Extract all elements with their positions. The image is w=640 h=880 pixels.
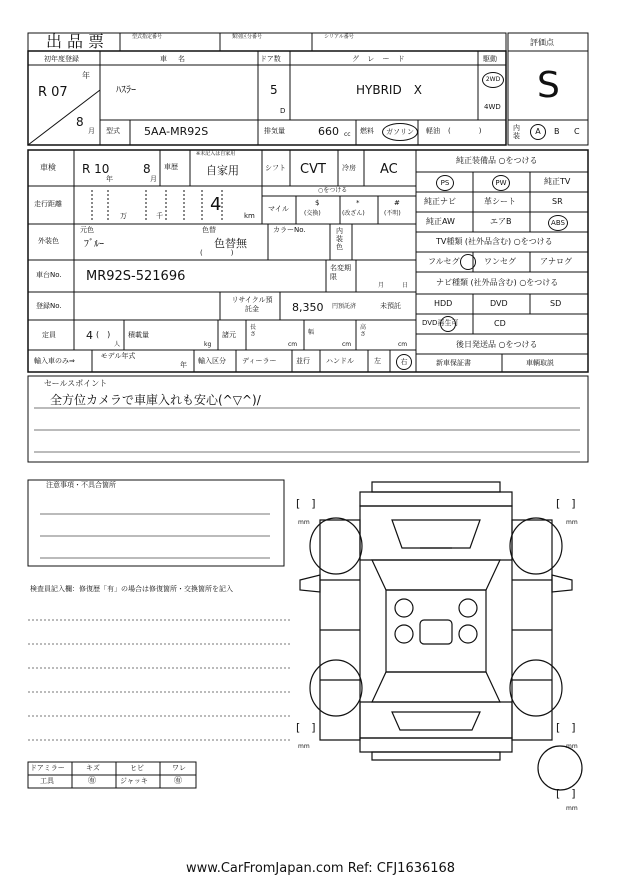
name-change-day: 日 <box>402 282 409 289</box>
model-type: 5AA-MR92S <box>144 125 209 138</box>
exchange-sym: $ <box>315 199 320 207</box>
docs-warranty: 新車保証書 <box>436 359 471 367</box>
model-year-unit: 年 <box>180 361 187 369</box>
capacity-unit: 人 <box>114 341 121 348</box>
exchange-label: (交換) <box>304 210 321 217</box>
legend-scratch: キズ <box>86 764 100 772</box>
displacement: 660 <box>318 125 339 138</box>
dimensions-label: 諸元 <box>222 331 236 339</box>
equip-tv: 純正TV <box>544 177 571 186</box>
handle-left: 左 <box>374 357 381 365</box>
docs-header: 後日発送品 ○をつける <box>456 340 538 349</box>
chassis-value: MR92S-521696 <box>86 269 186 284</box>
sales-text: 全方位カメラで車庫入れも安心(^▽^)/ <box>50 393 261 407</box>
legend-break: ワレ <box>172 764 186 772</box>
sen-unit: 千 <box>156 212 163 220</box>
import-label: 輸入車のみ⇒ <box>34 357 75 365</box>
width-unit: cm <box>342 341 352 348</box>
mile-label: マイル <box>268 205 289 213</box>
capacity-paren: ( ) <box>96 330 111 339</box>
color-label: 外装色 <box>38 237 59 245</box>
name-change-label: 名変期限 <box>330 264 351 281</box>
interior-label: 内装 <box>513 124 520 140</box>
equip-aw: 純正AW <box>426 217 455 226</box>
handle-right-circled: 右 <box>396 354 412 370</box>
equip-abs-circled: ABS <box>548 215 568 231</box>
unknown-label: (不明) <box>384 210 401 217</box>
displacement-label: 排気量 <box>264 127 285 135</box>
tire-bracket-fr: [ ] <box>556 497 576 510</box>
equipment-header: 純正装備品 ○をつける <box>456 156 538 165</box>
notes-label: 注意事項・不具合箇所 <box>46 481 116 489</box>
shaken-year: R 10 <box>82 162 110 176</box>
width-label: 幅 <box>308 329 315 336</box>
registration-label: 登録No. <box>36 302 62 310</box>
history-value: 自家用 <box>206 164 239 177</box>
shift-value: CVT <box>300 162 326 177</box>
paint-label: 色替 <box>202 226 216 234</box>
mileage-label: 走行距離 <box>34 200 62 208</box>
doors-label: ドア数 <box>260 55 281 63</box>
shaken-month: 8 <box>143 162 151 176</box>
car-diagram <box>300 482 582 790</box>
car-name: ﾊｽﾗｰ <box>116 85 136 96</box>
sales-label: セールスポイント <box>44 379 108 388</box>
equip-leather: 革シート <box>484 197 516 206</box>
navi-header: ナビ種類 (社外品含む) ○をつける <box>436 278 559 287</box>
doors-suffix: D <box>280 107 286 115</box>
shaken-month-unit: 月 <box>150 175 157 183</box>
recycle-label: リサイクル預託金 <box>231 296 273 313</box>
length-unit: cm <box>288 341 298 348</box>
legend-tools-yes: ㊒ <box>88 776 96 785</box>
score-value: S <box>537 65 560 106</box>
altered-label: (改ざん) <box>342 210 365 217</box>
paint-value: 色替無 <box>214 237 247 250</box>
doors-value: 5 <box>270 83 278 97</box>
altered-sym: * <box>356 199 360 207</box>
car-name-label: 車 名 <box>160 55 187 63</box>
tv-oneseg: ワンセグ <box>484 257 516 266</box>
interior-a-circled: A <box>530 124 546 140</box>
capacity-value: 4 <box>86 329 93 342</box>
fuel-label: 燃料 <box>360 127 374 135</box>
navi-sd: SD <box>550 299 562 308</box>
first-reg-label: 初年度登録 <box>44 55 79 63</box>
legend-jack: ジャッキ <box>120 777 148 785</box>
footer-ref: www.CarFromJapan.com Ref: CFJ1636168 <box>186 861 456 876</box>
navi-dvd-play-circle <box>440 316 456 332</box>
serial-label: シリアル番号 <box>324 34 354 40</box>
docs-manual: 車輌取説 <box>526 359 554 367</box>
recycle-value: 8,350 <box>292 301 324 314</box>
tire-bracket-rl: [ ] <box>296 721 316 734</box>
grade-label: グ レ ー ド <box>352 55 408 63</box>
score-label: 評価点 <box>530 38 554 47</box>
equip-sr: SR <box>552 197 563 206</box>
drive-4wd: 4WD <box>484 103 501 111</box>
equip-airbag: エアB <box>490 217 512 226</box>
tv-analog: アナログ <box>540 257 572 266</box>
cc-unit: cc <box>344 131 351 138</box>
drive-label: 駆動 <box>483 55 497 63</box>
km-unit: km <box>244 212 255 220</box>
navi-dvd-play: DVD再生可 <box>422 319 459 327</box>
shaken-year-unit: 年 <box>106 175 113 183</box>
category-label: 類別区分番号 <box>232 34 263 40</box>
handle-label: ハンドル <box>326 357 354 365</box>
first-reg-month: 8 <box>76 115 84 129</box>
fuel-diesel: 軽油 <box>426 127 440 135</box>
mileage-value: 4 <box>210 194 222 215</box>
height-label: 高さ <box>360 324 367 338</box>
ac-label: 冷房 <box>342 164 356 172</box>
legend-tools: 工具 <box>40 777 54 785</box>
load-unit: kg <box>204 341 212 348</box>
navi-dvd: DVD <box>490 299 508 308</box>
tire-mm-spare: mm <box>566 805 578 812</box>
tv-fullseg-circle <box>460 254 476 270</box>
interior-b: B <box>554 127 560 136</box>
tire-bracket-fl: [ ] <box>296 497 316 510</box>
chassis-label: 車台No. <box>36 271 62 279</box>
tire-mm-rr: mm <box>566 743 578 750</box>
interior-c: C <box>574 127 580 136</box>
legend-crack: ヒビ <box>130 764 144 772</box>
original-color-label: 元色 <box>80 226 94 234</box>
legend-jack-yes: ㊒ <box>174 776 182 785</box>
tire-mm-fr: mm <box>566 519 578 526</box>
import-parallel: 並行 <box>296 357 310 365</box>
model-year-label: モデル年式 <box>100 352 136 360</box>
import-category-label: 輸入区分 <box>198 357 226 365</box>
inspector-label: 検査員記入欄：修復歴「有」の場合は修復箇所・交換箇所を記入 <box>30 585 233 593</box>
shift-label: シフト <box>265 164 286 172</box>
man-unit: 万 <box>120 212 127 220</box>
legend-mirror: ドアミラー <box>30 764 65 772</box>
fuel-gasoline-circled: ガソリン <box>382 123 418 141</box>
month-unit: 月 <box>88 127 95 135</box>
original-color: ﾌﾞﾙｰ <box>84 239 104 250</box>
recycle-suffix: 円預託済 <box>332 303 357 310</box>
history-note: ※未記入は自家用 <box>196 151 236 157</box>
import-dealer: ディーラー <box>242 357 277 365</box>
year-unit: 年 <box>82 71 90 80</box>
equip-ps-circled: PS <box>436 175 454 191</box>
paint-paren: ( ) <box>200 249 234 257</box>
mileage-circle-note: ○をつける <box>318 187 348 194</box>
tv-header: TV種類 (社外品含む) ○をつける <box>436 237 553 246</box>
equip-navi: 純正ナビ <box>424 197 456 206</box>
model-designation-label: 型式指定番号 <box>132 34 163 40</box>
tire-mm-rl: mm <box>298 743 310 750</box>
model-type-label: 型式 <box>106 127 120 135</box>
ac-value: AC <box>380 162 398 177</box>
tv-fullseg: フルセグ <box>428 257 460 266</box>
history-label: 車歴 <box>164 163 178 171</box>
tire-bracket-spare: [ ] <box>556 787 576 800</box>
equip-pw-circled: PW <box>492 175 510 191</box>
fuel-paren: ( ) <box>448 127 482 135</box>
shaken-label: 車検 <box>40 163 56 172</box>
navi-hdd: HDD <box>434 299 453 308</box>
color-no-label: カラーNo. <box>273 226 306 234</box>
form-title: 出品票 <box>46 32 110 51</box>
unknown-sym: # <box>394 199 400 207</box>
first-reg-year: R 07 <box>38 85 68 100</box>
recycle-alt: 未預託 <box>380 302 401 310</box>
drive-2wd-circled: 2WD <box>482 72 504 88</box>
load-label: 積載量 <box>128 331 149 339</box>
interior-color-label: 内装色 <box>336 227 343 251</box>
name-change-month: 月 <box>378 282 385 289</box>
tire-mm-fl: mm <box>298 519 310 526</box>
capacity-label: 定員 <box>42 331 56 339</box>
height-unit: cm <box>398 341 408 348</box>
grade-value: HYBRID X <box>356 83 422 97</box>
tire-bracket-rr: [ ] <box>556 721 576 734</box>
length-label: 長さ <box>250 324 257 338</box>
navi-cd: CD <box>494 319 506 328</box>
